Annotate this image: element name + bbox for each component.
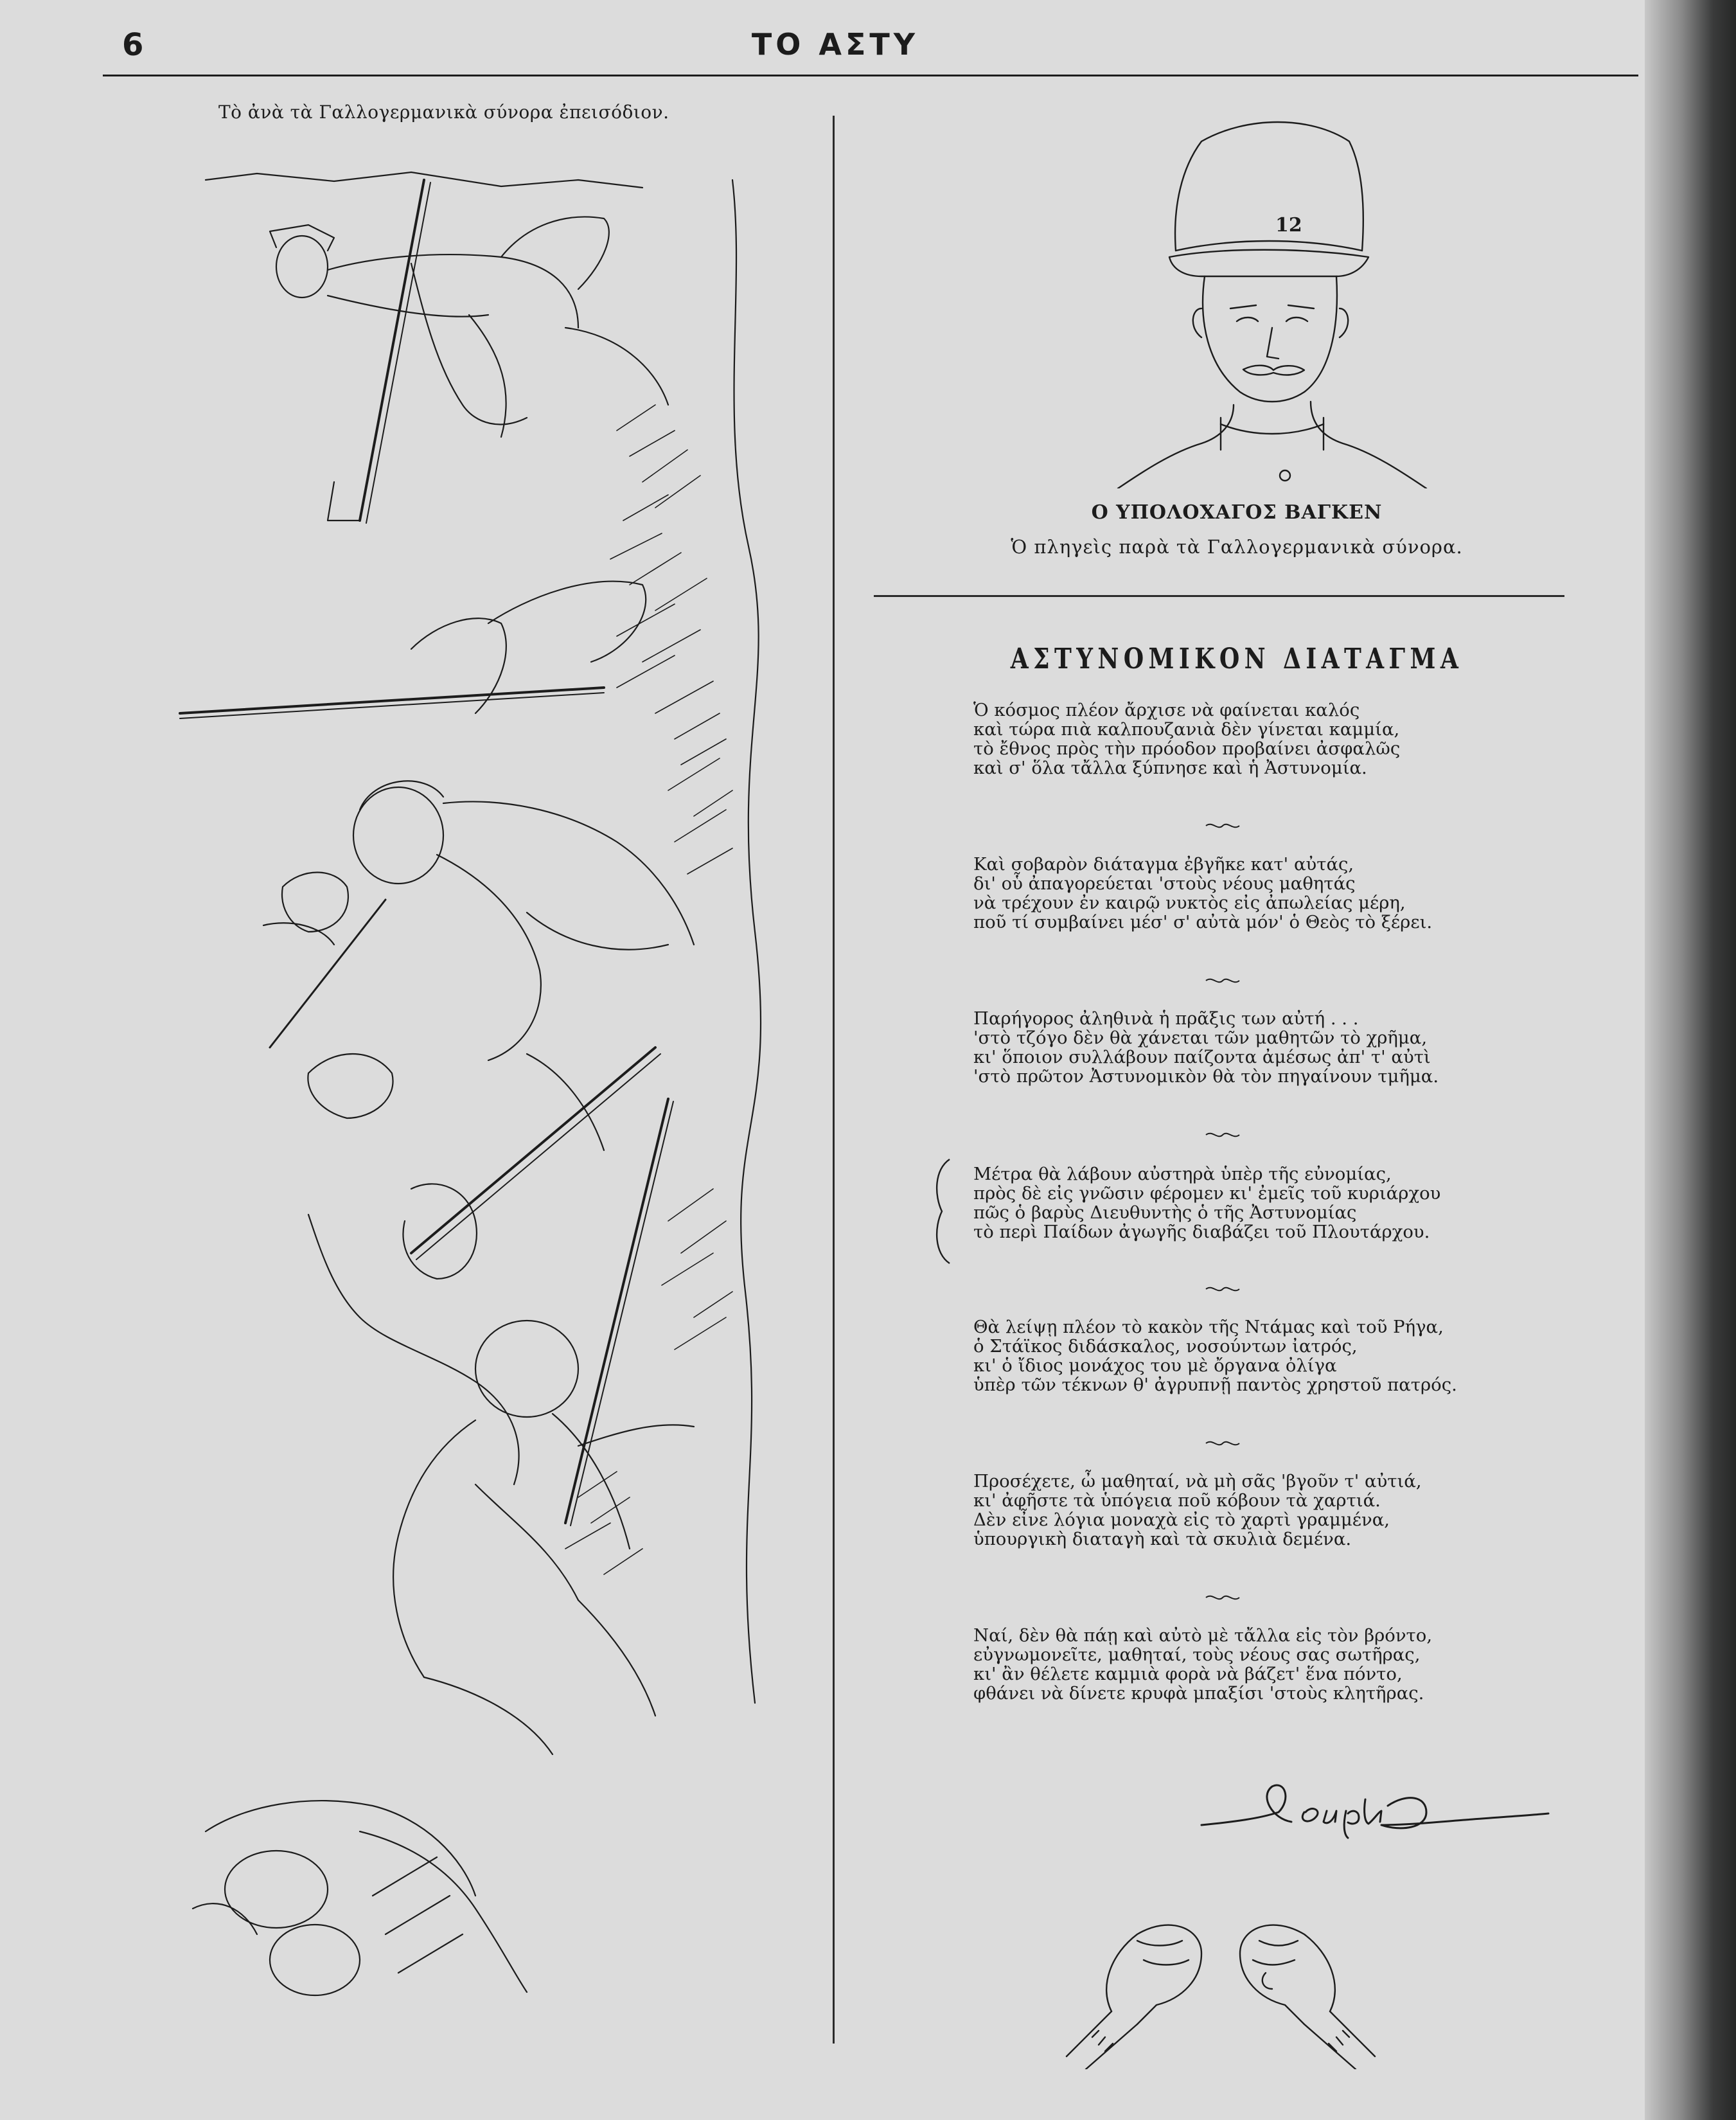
ornament-divider-icon [1203, 1283, 1242, 1296]
margin-bracket-mark [929, 1157, 955, 1266]
soldier-figure-1 [270, 180, 668, 523]
border-incident-illustration [167, 161, 797, 2011]
verse-line: τὸ ἔθνος πρὸς τὴν πρόοδον προβαίνει ἀσφαλῶς [973, 738, 1401, 759]
stanza-5 [973, 1317, 1526, 1394]
verse-line: Δὲν εἶνε λόγια μοναχὰ εἰς τὸ χαρτὶ γραμμένα, [973, 1510, 1390, 1530]
verse-line: φθάνει νὰ δίνετε κρυφὰ μπαξίσι 'στοὺς κλητῆρας. [973, 1683, 1424, 1704]
verse-line: κι' ἂν θέλετε καμμιὰ φορὰ νὰ βάζετ' ἕνα πόντο, [973, 1664, 1403, 1684]
stanza-1 [973, 700, 1526, 778]
verse-line: ποῦ τί συμβαίνει μέσ' σ' αὐτὰ μόν' ὁ Θεὸς τὸ ξέρει. [973, 912, 1433, 932]
ornament-divider-icon [1203, 819, 1242, 832]
verse-line: 'στὸ τζόγο δὲν θὰ χάνεται τῶν μαθητῶν τὸ χρῆμα, [973, 1028, 1428, 1048]
verse-line: πῶς ὁ βαρὺς Διευθυντὴς ὁ τῆς Ἀστυνομίας [973, 1202, 1357, 1223]
verse-line: Καὶ σοβαρὸν διάταγμα ἐβγῆκε κατ' αὐτάς, [973, 854, 1354, 875]
illustration-caption: Τὸ ἀνὰ τὰ Γαλλογερμανικὰ σύνορα ἐπεισόδιον. [218, 102, 669, 123]
page-number: 6 [122, 27, 144, 63]
stanza-7 [973, 1626, 1526, 1703]
lieutenant-portrait [1092, 116, 1452, 488]
verse-line: Ὁ κόσμος πλέον ἄρχισε νὰ φαίνεται καλός [973, 700, 1360, 720]
clenched-fists-illustration [1041, 1876, 1401, 2069]
verse-line: Προσέχετε, ὦ μαθηταί, νὰ μὴ σᾶς 'βγοῦν τ' αὐτιά, [973, 1471, 1422, 1492]
verse-line: πρὸς δὲ εἰς γνῶσιν φέρομεν κι' ἐμεῖς τοῦ κυριάρχου [973, 1183, 1441, 1204]
section-rule [874, 595, 1564, 597]
verse-line: Παρήγορος ἀληθινὰ ἡ πρᾶξις των αὐτή . . . [973, 1008, 1359, 1029]
masthead: ΤΟ ΑΣΤΥ [751, 27, 919, 62]
verse-line: ὑπουργικὴ διαταγὴ καὶ τὰ σκυλιὰ δεμένα. [973, 1529, 1352, 1549]
header-rule [103, 75, 1638, 76]
verse-line: ὁ Στάϊκος διδάσκαλος, νοσούντων ἰατρός, [973, 1336, 1358, 1357]
ornament-divider-icon [1203, 1591, 1242, 1604]
verse-line: εὐγνωμονεῖτε, μαθηταί, τοὺς νέους σας σωτῆρας, [973, 1644, 1421, 1665]
verse-line: Θὰ λείψῃ πλέον τὸ κακὸν τῆς Ντάμας καὶ τοῦ Ρήγα, [973, 1317, 1444, 1337]
ornament-divider-icon [1203, 1128, 1242, 1141]
verse-line: κι' ὅποιον συλλάβουν παίζοντα ἀμέσως ἀπ' τ' αὐτὶ [973, 1047, 1431, 1067]
author-signature [1195, 1761, 1555, 1857]
ornament-divider-icon [1203, 1437, 1242, 1450]
ornament-divider-icon [1203, 974, 1242, 987]
soldier-figure-3 [308, 1099, 694, 1754]
verse-line: κι' ὁ ἴδιος μονάχος του μὲ ὄργανα ὀλίγα [973, 1355, 1337, 1376]
verse-line: Ναί, δὲν θὰ πάῃ καὶ αὐτὸ μὲ τἄλλα εἰς τὸν βρόντο, [973, 1625, 1433, 1646]
verse-line: τὸ περὶ Παίδων ἀγωγῆς διαβάζει τοῦ Πλουτάρχου. [973, 1222, 1430, 1242]
cap-number: 12 [1275, 214, 1302, 236]
poem-title: ΑΣΤΥΝΟΜΙΚΟΝ ΔΙΑΤΑΓΜΑ [1010, 643, 1464, 675]
portrait-subtitle: Ὁ πληγεὶς παρὰ τὰ Γαλλογερμανικὰ σύνορα. [1011, 536, 1463, 558]
soldier-figure-2 [180, 582, 694, 1260]
verse-line: ὑπὲρ τῶν τέκνων θ' ἀγρυπνῇ παντὸς χρηστοῦ πατρός. [973, 1375, 1457, 1395]
soldier-figure-4 [193, 1801, 527, 1995]
verse-line: 'στὸ πρῶτον Ἀστυνομικὸν θὰ τὸν πηγαίνουν τμῆμα. [973, 1066, 1439, 1087]
verse-line: δι' οὗ ἀπαγορεύεται 'στοὺς νέους μαθητάς [973, 873, 1356, 894]
portrait-name: Ο ΥΠΟΛΟΧΑΓΟΣ ΒΑΓΚΕΝ [1091, 501, 1383, 524]
verse-line: κι' ἀφῆστε τὰ ὑπόγεια ποῦ κόβουν τὰ χαρτιά. [973, 1490, 1381, 1511]
stanza-3 [973, 1009, 1526, 1086]
stanza-4 [973, 1164, 1526, 1242]
verse-line: καὶ σ' ὅλα τἄλλα ξύπνησε καὶ ἡ Ἀστυνομία. [973, 758, 1367, 778]
stanza-6 [973, 1472, 1526, 1549]
column-divider [833, 116, 835, 2044]
stanza-2 [973, 855, 1526, 932]
verse-line: νὰ τρέχουν ἐν καιρῷ νυκτὸς εἰς ἀπωλείας μέρη, [973, 893, 1406, 913]
verse-line: Μέτρα θὰ λάβουν αὐστηρὰ ὑπὲρ τῆς εὐνομίας, [973, 1164, 1392, 1184]
verse-line: καὶ τώρα πιὰ καλπουζανιὰ δὲν γίνεται καμμία, [973, 719, 1400, 740]
scan-edge-shadow [1645, 0, 1736, 2120]
